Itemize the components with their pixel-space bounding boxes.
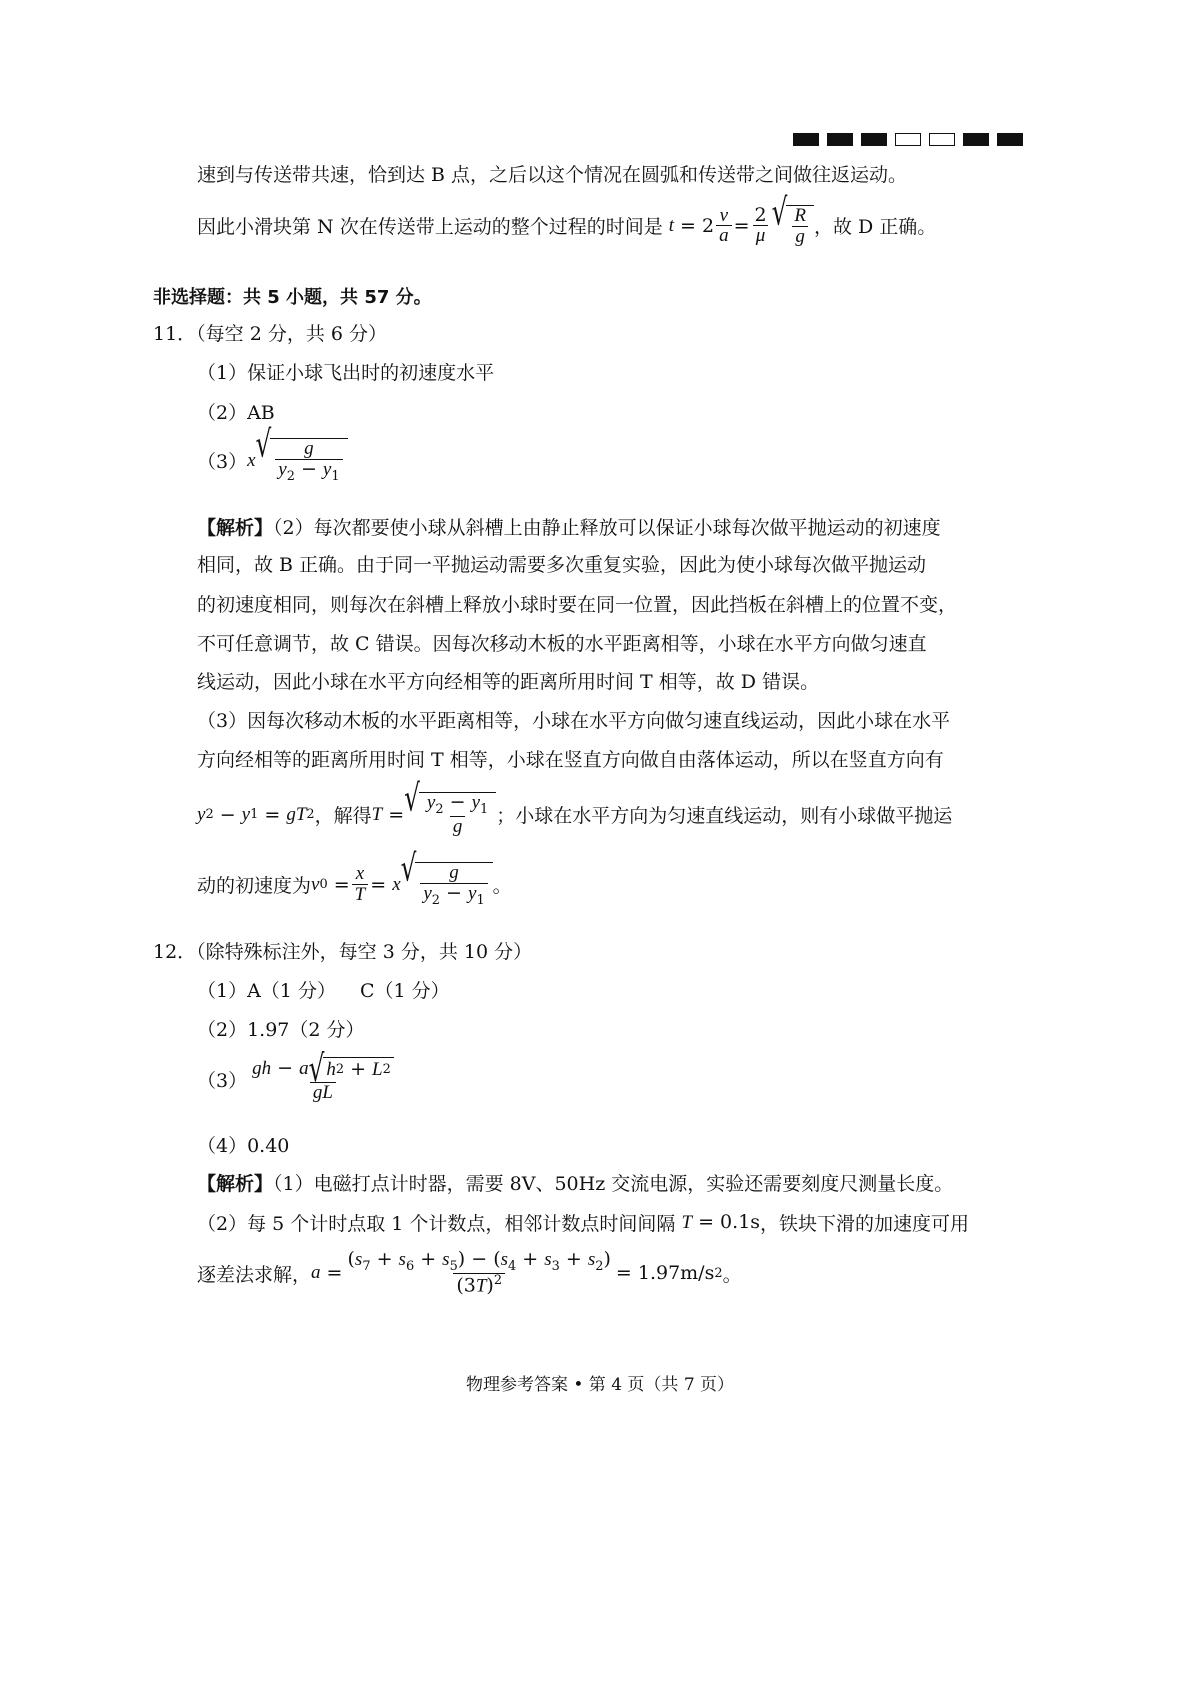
q11-equation-2: T = √ $\frac{y_2 - y_1}{g}$ bbox=[372, 792, 497, 837]
q11-equation-1: y 2 − y 1 = gT 2 bbox=[197, 803, 315, 826]
header-mark bbox=[895, 133, 921, 146]
header-mark bbox=[827, 133, 853, 146]
q11-v0-line bbox=[197, 846, 512, 908]
q11-v0-text: 动的初速度为 bbox=[197, 875, 312, 898]
time-formula: t = 2 $\frac{v}{a}$ = $\frac{2}{\mu}$ √ $\frac{R}{g}$ bbox=[669, 205, 814, 247]
q12-analysis-text-1: （1）电磁打点计时器，需要 8V、50Hz 交流电源，实验还需要刻度尺测量长度。 bbox=[273, 1173, 954, 1195]
q12-answer-1-a: （1）A（1 分） bbox=[197, 980, 336, 1002]
q11-answer-1: （1）保证小球飞出时的初速度水平 bbox=[197, 362, 495, 384]
page-footer: 物理参考答案 • 第 4 页（共 7 页） bbox=[465, 1375, 735, 1395]
q12-acceleration-formula: a = $\frac{(s_7 + s_6 + s_5) - (s_4 + s_3 + s_2)}{(3T)^2}$ = 1.97m/s 2 bbox=[311, 1248, 723, 1297]
q12-analysis-line-1 bbox=[197, 1169, 953, 1196]
continuation-line-2-end: ，故 D 正确。 bbox=[813, 216, 937, 239]
q12-period-formula: T = 0.1s bbox=[681, 1211, 761, 1233]
q11-equation-line bbox=[197, 776, 953, 838]
q11-answer-3-label: （3） bbox=[197, 451, 248, 474]
q11-analysis-line-6: （3）因每次移动木板的水平距离相等，小球在水平方向做匀速直线运动，因此小球在水平 bbox=[197, 710, 951, 732]
q11-equation-text-1: ，解得 bbox=[314, 805, 372, 828]
q11-analysis-line-7: 方向经相等的距离所用时间 T 相等，小球在竖直方向做自由落体运动，所以在竖直方向有 bbox=[197, 749, 944, 771]
header-mark bbox=[929, 133, 955, 146]
header-mark bbox=[963, 133, 989, 146]
q11-equation-text-2: ；小球在水平方向为匀速直线运动，则有小球做平抛运 bbox=[496, 805, 953, 828]
q12-answer-3-formula: gh − a √ h 2 + L 2 gL bbox=[247, 1057, 399, 1103]
q12-answer-4: （4）0.40 bbox=[197, 1135, 290, 1157]
q11-analysis-line-1 bbox=[197, 513, 941, 540]
q12-analysis-text-3: 逐差法求解， bbox=[197, 1263, 312, 1286]
q11-answer-3-formula: x √ $\frac{g}{y_2 - y_1}$ bbox=[247, 438, 347, 483]
q12-analysis-line-2 bbox=[197, 1209, 969, 1236]
q12-analysis-tag: 【解析】 bbox=[197, 1173, 274, 1195]
q12-answer-3 bbox=[197, 1046, 399, 1103]
q11-analysis-line-3: 的初速度相同，则每次在斜槽上释放小球时要在同一位置，因此挡板在斜槽上的位置不变， bbox=[197, 594, 958, 616]
q12-answer-2: （2）1.97（2 分） bbox=[197, 1019, 365, 1041]
q11-answer-3 bbox=[197, 422, 348, 484]
q12-title: 12．（除特殊标注外，每空 3 分，共 10 分） bbox=[153, 941, 533, 963]
q11-analysis-tag: 【解析】 bbox=[197, 517, 274, 539]
q12-analysis-text-3-end: 。 bbox=[722, 1263, 742, 1286]
q11-v0-formula: v 0 = $\frac{x}{T}$ = x √ $\frac{g}{y_2 - y_1}$ bbox=[311, 862, 493, 907]
header-marks bbox=[793, 133, 1023, 146]
q11-answer-2: （2）AB bbox=[197, 402, 275, 424]
q12-analysis-line-3 bbox=[197, 1250, 742, 1297]
continuation-line-2-text: 因此小滑块第 N 次在传送带上运动的整个过程的时间是 bbox=[197, 216, 663, 239]
q12-answer-1-c: C（1 分） bbox=[360, 980, 450, 1002]
q11-analysis-line-5: 线运动，因此小球在水平方向经相等的距离所用时间 T 相等，故 D 错误。 bbox=[197, 671, 820, 693]
header-mark bbox=[793, 133, 819, 146]
continuation-line-2 bbox=[197, 190, 937, 247]
q11-title: 11．（每空 2 分，共 6 分） bbox=[153, 323, 388, 345]
q11-analysis-text: （2）每次都要使小球从斜槽上由静止释放可以保证小球每次做平抛运动的初速度 bbox=[273, 517, 941, 539]
q11-analysis-line-2: 相同，故 B 正确。由于同一平抛运动需要多次重复实验，因此为使小球每次做平抛运动 bbox=[197, 554, 927, 576]
q11-analysis-line-4: 不可任意调节，故 C 错误。因每次移动木板的水平距离相等，小球在水平方向做匀速直 bbox=[197, 633, 927, 655]
q12-analysis-text-2: （2）每 5 个计时点取 1 个计数点，相邻计数点时间间隔 bbox=[197, 1213, 676, 1235]
header-mark bbox=[861, 133, 887, 146]
q12-analysis-text-2-end: ，铁块下滑的加速度可用 bbox=[760, 1213, 970, 1235]
q12-answer-3-label: （3） bbox=[197, 1070, 248, 1093]
header-mark bbox=[997, 133, 1023, 146]
continuation-line-1: 速到与传送带共速，恰到达 B 点，之后以这个情况在圆弧和传送带之间做往返运动。 bbox=[197, 164, 908, 186]
q11-v0-end: 。 bbox=[492, 875, 512, 898]
section-title: 非选择题：共 5 小题，共 57 分。 bbox=[153, 287, 432, 308]
